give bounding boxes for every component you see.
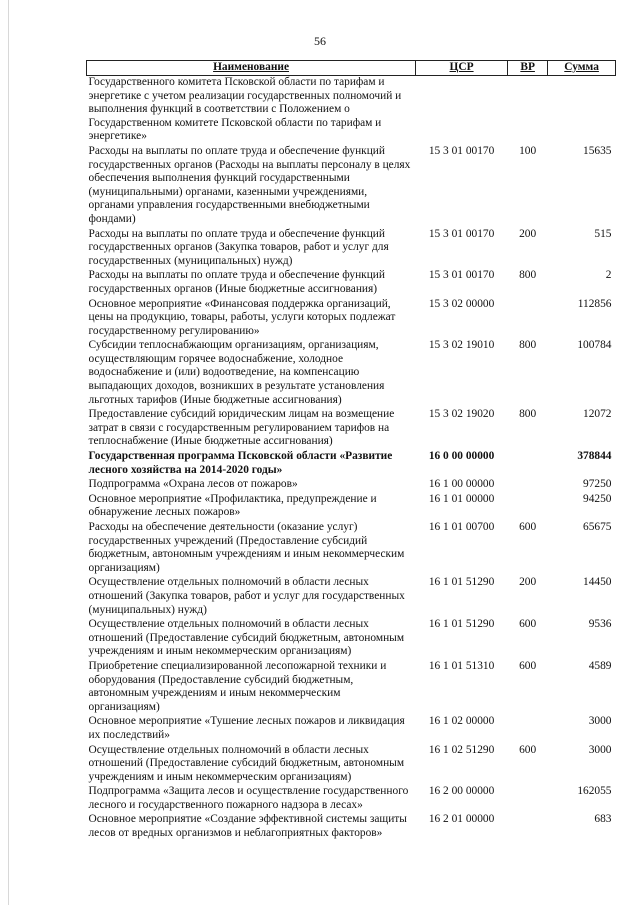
cell-csr: 16 1 01 00000 bbox=[428, 492, 495, 505]
cell-name: Осуществление отдельных полномочий в области лесных отношений (Закупка товаров, работ и услуг для государственных (муниципальных) нужд) bbox=[88, 576, 405, 616]
table-header-row bbox=[87, 61, 616, 76]
cell-vr: 600 bbox=[519, 521, 537, 533]
cell-name: Расходы на выплаты по оплате труда и обеспечение функций государственных органов (Расходы на выплаты персоналу в целях обеспечения выполнения функций государственными (муниципальными) органами, казенными учреждениями, органами управления государственными внебюджетными фондами) bbox=[88, 144, 411, 225]
cell-sum: 378844 bbox=[577, 450, 612, 463]
table-row bbox=[87, 298, 616, 340]
cell-name: Основное мероприятие «Профилактика, предупреждение и обнаружение лесных пожаров» bbox=[88, 492, 377, 519]
cell-name: Расходы на выплаты по оплате труда и обеспечение функций государственных органов (Закупка товаров, работ и услуг для государственных (муниципальных) нужд) bbox=[88, 227, 389, 267]
table-row bbox=[87, 660, 616, 715]
cell-sum: 14450 bbox=[583, 576, 612, 589]
cell-sum: 12072 bbox=[583, 408, 612, 421]
cell-sum: 3000 bbox=[588, 743, 612, 756]
page-number: 56 bbox=[314, 34, 326, 48]
cell-csr: 16 0 00 00000 bbox=[428, 450, 495, 463]
cell-csr: 16 1 02 00000 bbox=[428, 715, 495, 728]
cell-name: Предоставление субсидий юридическим лицам на возмещение затрат в связи с государственным регулированием тарифов на теплоснабжение (Иные бюджетные ассигнования) bbox=[88, 408, 395, 448]
table-row bbox=[87, 339, 616, 408]
cell-sum: 65675 bbox=[583, 521, 612, 533]
cell-sum: 4589 bbox=[588, 659, 612, 672]
cell-name: Расходы на выплаты по оплате труда и обеспечение функций государственных органов (Иные бюджетные ассигнования) bbox=[88, 269, 385, 295]
cell-vr bbox=[508, 785, 548, 813]
cell-vr bbox=[508, 76, 548, 145]
cell-csr: 15 3 01 00170 bbox=[428, 227, 495, 240]
header-csr: ЦСР bbox=[416, 61, 508, 76]
budget-table bbox=[86, 60, 616, 842]
cell-vr: 100 bbox=[519, 144, 537, 157]
cell-sum: 515 bbox=[594, 227, 612, 240]
table-row bbox=[87, 76, 616, 145]
cell-csr: 16 2 00 00000 bbox=[428, 785, 495, 798]
table-row bbox=[87, 521, 616, 576]
cell-name: Субсидии теплоснабжающим организациям, организациям, осуществляющим горячее водоснабжение, холодное водоснабжение и (или) водоотведение, на компенсацию выпадающих доходов, возникших в результате установления льготных тарифов (Иные бюджетные ассигнования) bbox=[88, 339, 385, 406]
header-name: Наименование bbox=[87, 61, 416, 76]
cell-sum: 683 bbox=[594, 813, 612, 826]
cell-vr: 200 bbox=[519, 227, 537, 240]
table-row bbox=[87, 813, 616, 841]
cell-vr: 600 bbox=[519, 659, 537, 672]
cell-csr: 16 1 01 51290 bbox=[428, 576, 495, 589]
cell-vr bbox=[508, 715, 548, 743]
cell-csr: 16 1 01 51310 bbox=[428, 659, 495, 672]
table-row bbox=[87, 493, 616, 521]
cell-vr: 800 bbox=[519, 408, 537, 421]
cell-sum: 162055 bbox=[577, 785, 612, 798]
cell-csr bbox=[416, 76, 508, 145]
cell-name: Основное мероприятие «Тушение лесных пожаров и ликвидация их последствий» bbox=[88, 715, 405, 741]
cell-name: Государственная программа Псковской области «Развитие лесного хозяйства на 2014-2020 годы» bbox=[88, 450, 393, 476]
header-vr: ВР bbox=[508, 61, 548, 76]
cell-sum: 112856 bbox=[577, 297, 612, 310]
cell-vr bbox=[508, 813, 548, 841]
cell-name: Осуществление отдельных полномочий в области лесных отношений (Предоставление субсидий бюджетным, автономным учреждениям и иным некоммерческим организациям) bbox=[88, 618, 405, 658]
cell-csr: 16 1 02 51290 bbox=[428, 743, 495, 756]
table-row bbox=[87, 408, 616, 450]
header-sum: Сумма bbox=[548, 61, 616, 76]
cell-csr: 15 3 01 00170 bbox=[428, 144, 495, 157]
cell-name: Подпрограмма «Охрана лесов от пожаров» bbox=[88, 478, 298, 491]
table-row bbox=[87, 478, 616, 493]
cell-sum: 9536 bbox=[588, 618, 612, 631]
cell-vr bbox=[508, 298, 548, 340]
table-row bbox=[87, 785, 616, 813]
scan-edge bbox=[8, 0, 9, 905]
cell-name: Государственного комитета Псковской области по тарифам и энергетике с учетом реализации государственных полномочий и выполнения функций в соответствии с Положением о Государственном комитете Псковской области по тарифам и энергетике» bbox=[88, 76, 402, 143]
cell-name: Расходы на обеспечение деятельности (оказание услуг) государственных учреждений (Предоставление субсидий бюджетным, автономным учреждениям и иным некоммерческим организациям) bbox=[88, 521, 405, 574]
table-row bbox=[87, 618, 616, 660]
table-row bbox=[87, 715, 616, 743]
cell-csr: 16 2 01 00000 bbox=[428, 813, 495, 826]
cell-vr bbox=[508, 450, 548, 478]
table-row bbox=[87, 744, 616, 786]
cell-csr: 16 1 01 00700 bbox=[428, 521, 495, 533]
table-row bbox=[87, 450, 616, 478]
cell-vr: 200 bbox=[519, 576, 537, 589]
cell-sum: 94250 bbox=[583, 492, 612, 505]
cell-csr: 15 3 02 19020 bbox=[428, 408, 495, 421]
cell-vr bbox=[508, 478, 548, 493]
cell-vr bbox=[508, 493, 548, 521]
cell-sum: 100784 bbox=[577, 339, 612, 352]
table-row bbox=[87, 228, 616, 270]
cell-sum bbox=[548, 76, 616, 145]
table-row bbox=[87, 269, 616, 297]
cell-csr: 16 1 00 00000 bbox=[428, 478, 495, 491]
cell-csr: 15 3 01 00170 bbox=[428, 269, 495, 282]
cell-sum: 3000 bbox=[588, 715, 612, 728]
cell-sum: 2 bbox=[605, 269, 612, 282]
cell-sum: 97250 bbox=[583, 478, 612, 491]
cell-name: Осуществление отдельных полномочий в области лесных отношений (Предоставление субсидий бюджетным, автономным учреждениям и иным некоммерческим организациям) bbox=[88, 743, 405, 783]
table-row bbox=[87, 145, 616, 228]
cell-vr: 800 bbox=[519, 339, 537, 352]
cell-name: Подпрограмма «Защита лесов и осуществление государственного лесного и государственного пожарного надзора в лесах» bbox=[88, 785, 409, 811]
cell-name: Основное мероприятие «Финансовая поддержка организаций, цены на продукцию, товары, работы, услуги которых подлежат государственному регулированию» bbox=[88, 297, 396, 337]
cell-csr: 15 3 02 19010 bbox=[428, 339, 495, 352]
table-row bbox=[87, 576, 616, 618]
cell-vr: 800 bbox=[519, 269, 537, 282]
cell-vr: 600 bbox=[519, 743, 537, 756]
cell-csr: 16 1 01 51290 bbox=[428, 618, 495, 631]
cell-csr: 15 3 02 00000 bbox=[428, 297, 495, 310]
cell-name: Основное мероприятие «Создание эффективной системы защиты лесов от вредных организмов и неблагоприятных факторов» bbox=[88, 813, 407, 840]
cell-name: Приобретение специализированной лесопожарной техники и оборудования (Предоставление субсидий бюджетным, автономным учреждениям и иным некоммерческим организациям) bbox=[88, 659, 387, 713]
cell-sum: 15635 bbox=[583, 144, 612, 157]
cell-vr: 600 bbox=[519, 618, 537, 631]
table-body bbox=[87, 76, 616, 842]
